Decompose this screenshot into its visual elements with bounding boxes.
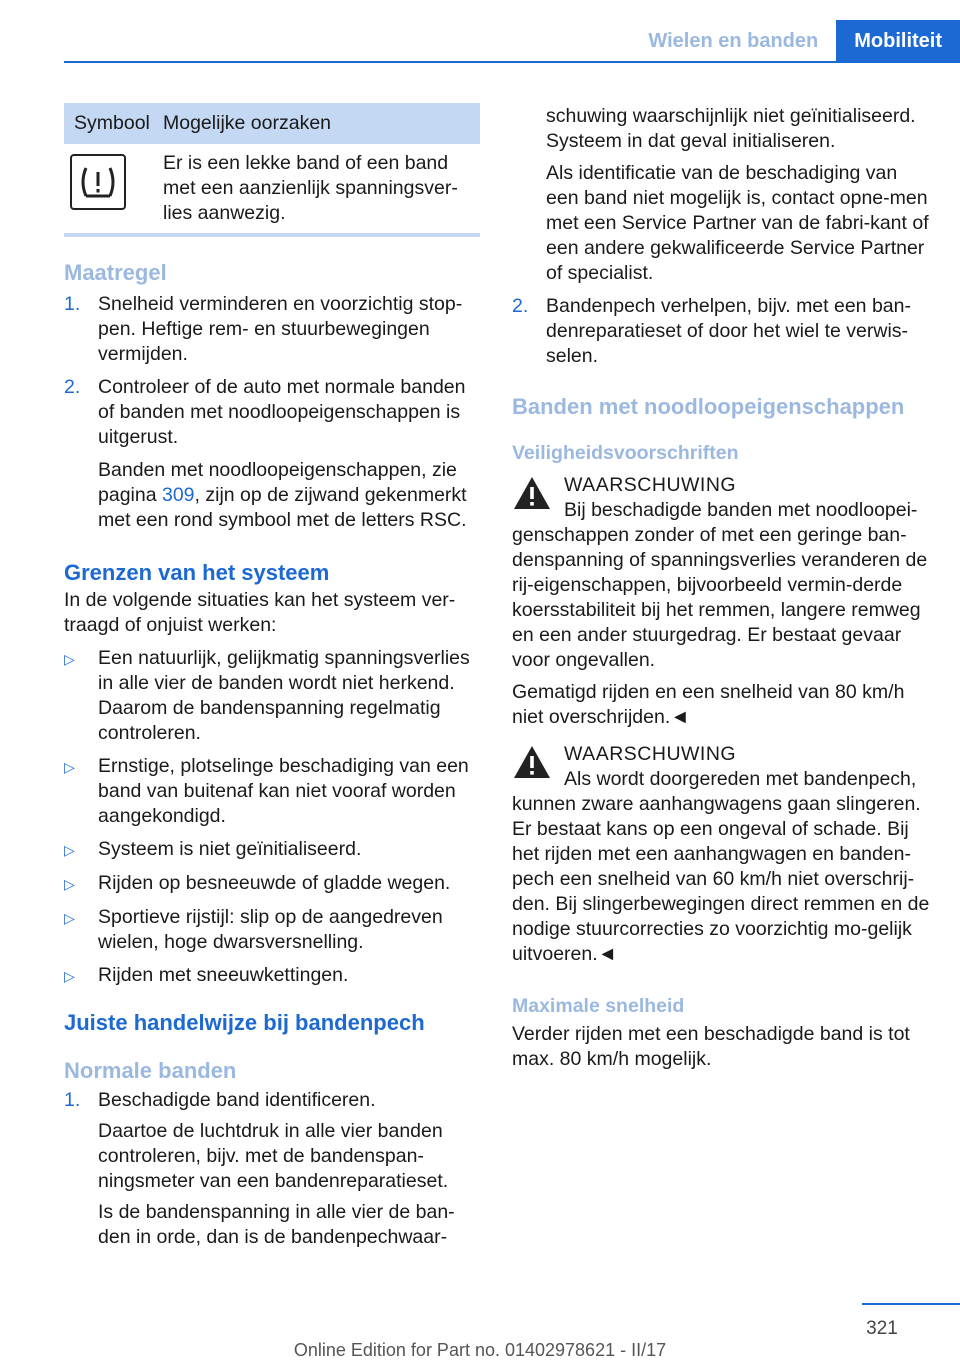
step1-paragraph: schuwing waarschijnlijk niet geïnitialiseerd. Systeem in dat geval initialiseren. [546, 105, 916, 152]
list-item [64, 754, 480, 829]
max-snelheid-heading: Maximale snelheid [512, 995, 685, 1017]
bullet-triangle-icon: ▷ [64, 651, 75, 667]
warning-triangle-icon [512, 475, 552, 511]
noodloop-section [512, 394, 932, 1072]
bullet-triangle-icon: ▷ [64, 842, 75, 858]
step-text: Bandenpech verhelpen, bijv. met een ban-denreparatieset of door het wiel te verwis-selen. [546, 295, 911, 367]
warning-block [512, 742, 932, 767]
list-item [512, 294, 932, 369]
list-item [64, 905, 480, 955]
table-header-row [64, 103, 480, 144]
step-number: 1. [64, 1089, 81, 1111]
bullet-triangle-icon: ▷ [64, 968, 75, 984]
warning-body: Als wordt doorgereden met bandenpech, kunnen zware aanhangwagens gaan slingeren. Er bestaat kans op een ongeval of schade. Bij het rijden met een aanhangwagen en banden-pech een snelheid van 60 km/h niet overschrij-den. Bij slingerbewegingen direct remmen en de nodige stuurcorrecties zo voorzichtig mo-gelijk uitvoeren.◄ [512, 768, 930, 965]
table-bottom-rule [64, 233, 480, 237]
warning-title: WAARSCHUWING [564, 743, 737, 765]
step-text: Beschadigde band identificeren. [98, 1089, 376, 1111]
step1-paragraph: Als identificatie van de beschadiging van een band niet mogelijk is, contact opne-men met een Service Partner van de fabri-kant of een andere gekwalificeerde Service Partner of specialist. [546, 162, 929, 284]
grenzen-intro: In de volgende situaties kan het systeem ver-traagd of onjuist werken: [64, 589, 456, 636]
table-cell-cause: Er is een lekke band of een band met een aanzienlijk spanningsver-lies aanwezig. [163, 152, 458, 224]
noodloop-heading: Banden met noodloopeigenschappen [512, 394, 905, 419]
warning-triangle-icon [512, 744, 552, 780]
page-link-309[interactable]: 309 [161, 484, 195, 506]
bullet-triangle-icon: ▷ [64, 910, 75, 926]
bullet-triangle-icon: ▷ [64, 759, 75, 775]
edition-footer: Online Edition for Part no. 01402978621 - II/17 [293, 1340, 667, 1360]
warning-text [512, 498, 932, 673]
list-item [64, 1088, 480, 1113]
list-item [64, 375, 480, 450]
list-item [64, 292, 480, 367]
header-tabs [630, 20, 960, 62]
bullet-text: Ernstige, plotselinge beschadiging van een band van buitenaf kan niet vooraf worden aangekondigd. [98, 755, 469, 827]
rsc-note-text-end: , zijn op de zijwand gekenmerkt met een rond symbool met de letters RSC. [98, 484, 467, 531]
symbol-table [64, 103, 480, 226]
grenzen-section [64, 560, 480, 989]
step-number: 1. [64, 293, 81, 315]
col-header-symbol: Symbool [64, 103, 153, 144]
step-number: 2. [64, 376, 81, 398]
rsc-note [64, 458, 480, 533]
bandenpech-heading: Juiste handelwijze bij bandenpech [64, 1010, 425, 1035]
col-header-causes: Mogelijke oorzaken [153, 103, 480, 144]
page-number: 321 [866, 1318, 898, 1339]
tire-pressure-warning-icon [70, 154, 126, 210]
warning-title: WAARSCHUWING [564, 474, 737, 496]
warning-text [512, 767, 932, 967]
step1-paragraph: Is de bandenspanning in alle vier de ban-den in orde, dan is de bandenpechwaar- [98, 1201, 455, 1248]
step-text: Controleer of de auto met normale banden of banden met noodloopeigenschappen is uitgerust. [98, 376, 466, 448]
maatregel-section [64, 260, 480, 533]
bullet-text: Rijden op besneeuwde of gladde wegen. [98, 872, 451, 894]
max-snelheid-text: Verder rijden met een beschadigde band is tot max. 80 km/h mogelijk. [512, 1023, 910, 1070]
bullet-text: Een natuurlijk, gelijkmatig spanningsverlies in alle vier de banden wordt niet herkend. Daarom de bandenspanning regelmatig controleren. [98, 647, 470, 744]
step-text: Snelheid verminderen en voorzichtig stop-pen. Heftige rem- en stuurbewegingen vermijden. [98, 293, 463, 365]
warning-block [512, 473, 932, 498]
veiligheid-heading: Veiligheidsvoorschriften [512, 442, 739, 464]
list-item [64, 646, 480, 746]
grenzen-heading: Grenzen van het systeem [64, 560, 330, 585]
tab-wielen-en-banden[interactable]: Wielen en banden [630, 20, 836, 62]
list-item [64, 963, 480, 989]
normale-banden-heading: Normale banden [64, 1058, 237, 1083]
tab-mobiliteit[interactable]: Mobiliteit [836, 20, 960, 62]
bullet-triangle-icon: ▷ [64, 876, 75, 892]
bullet-text: Systeem is niet geïnitialiseerd. [98, 838, 362, 860]
list-item [64, 871, 480, 897]
bullet-text: Sportieve rijstijl: slip op de aangedreven wielen, hoge dwarsversnelling. [98, 906, 443, 953]
warning-end: Gematigd rijden en een snelheid van 80 km/h niet overschrijden.◄ [512, 681, 905, 728]
maatregel-heading: Maatregel [64, 260, 167, 285]
table-row [64, 144, 480, 226]
bandenpech-continued [512, 104, 932, 369]
warning-body: Bij beschadigde banden met noodloopei-genschappen zonder of met een geringe ban-denspanning of spanningsverlies veranderen de rij-eigenschappen, bijvoorbeeld vermin-derde koersstabiliteit bij het remmen, langere remweg en een ander stuurgedrag. Er bestaat gevaar voor ongevallen. [512, 499, 928, 671]
step1-paragraph: Daartoe de luchtdruk in alle vier banden controleren, bijv. met de bandenspan-ningsmeter van een bandenreparatieset. [98, 1120, 449, 1192]
header-rule [64, 61, 960, 63]
rsc-note-text: Banden met noodloopeigenschappen, zie pagina [98, 459, 457, 506]
bandenpech-section [64, 1010, 480, 1250]
bullet-text: Rijden met sneeuwkettingen. [98, 964, 349, 986]
list-item [64, 837, 480, 863]
step-number: 2. [512, 295, 529, 317]
footer-rule [862, 1303, 960, 1305]
